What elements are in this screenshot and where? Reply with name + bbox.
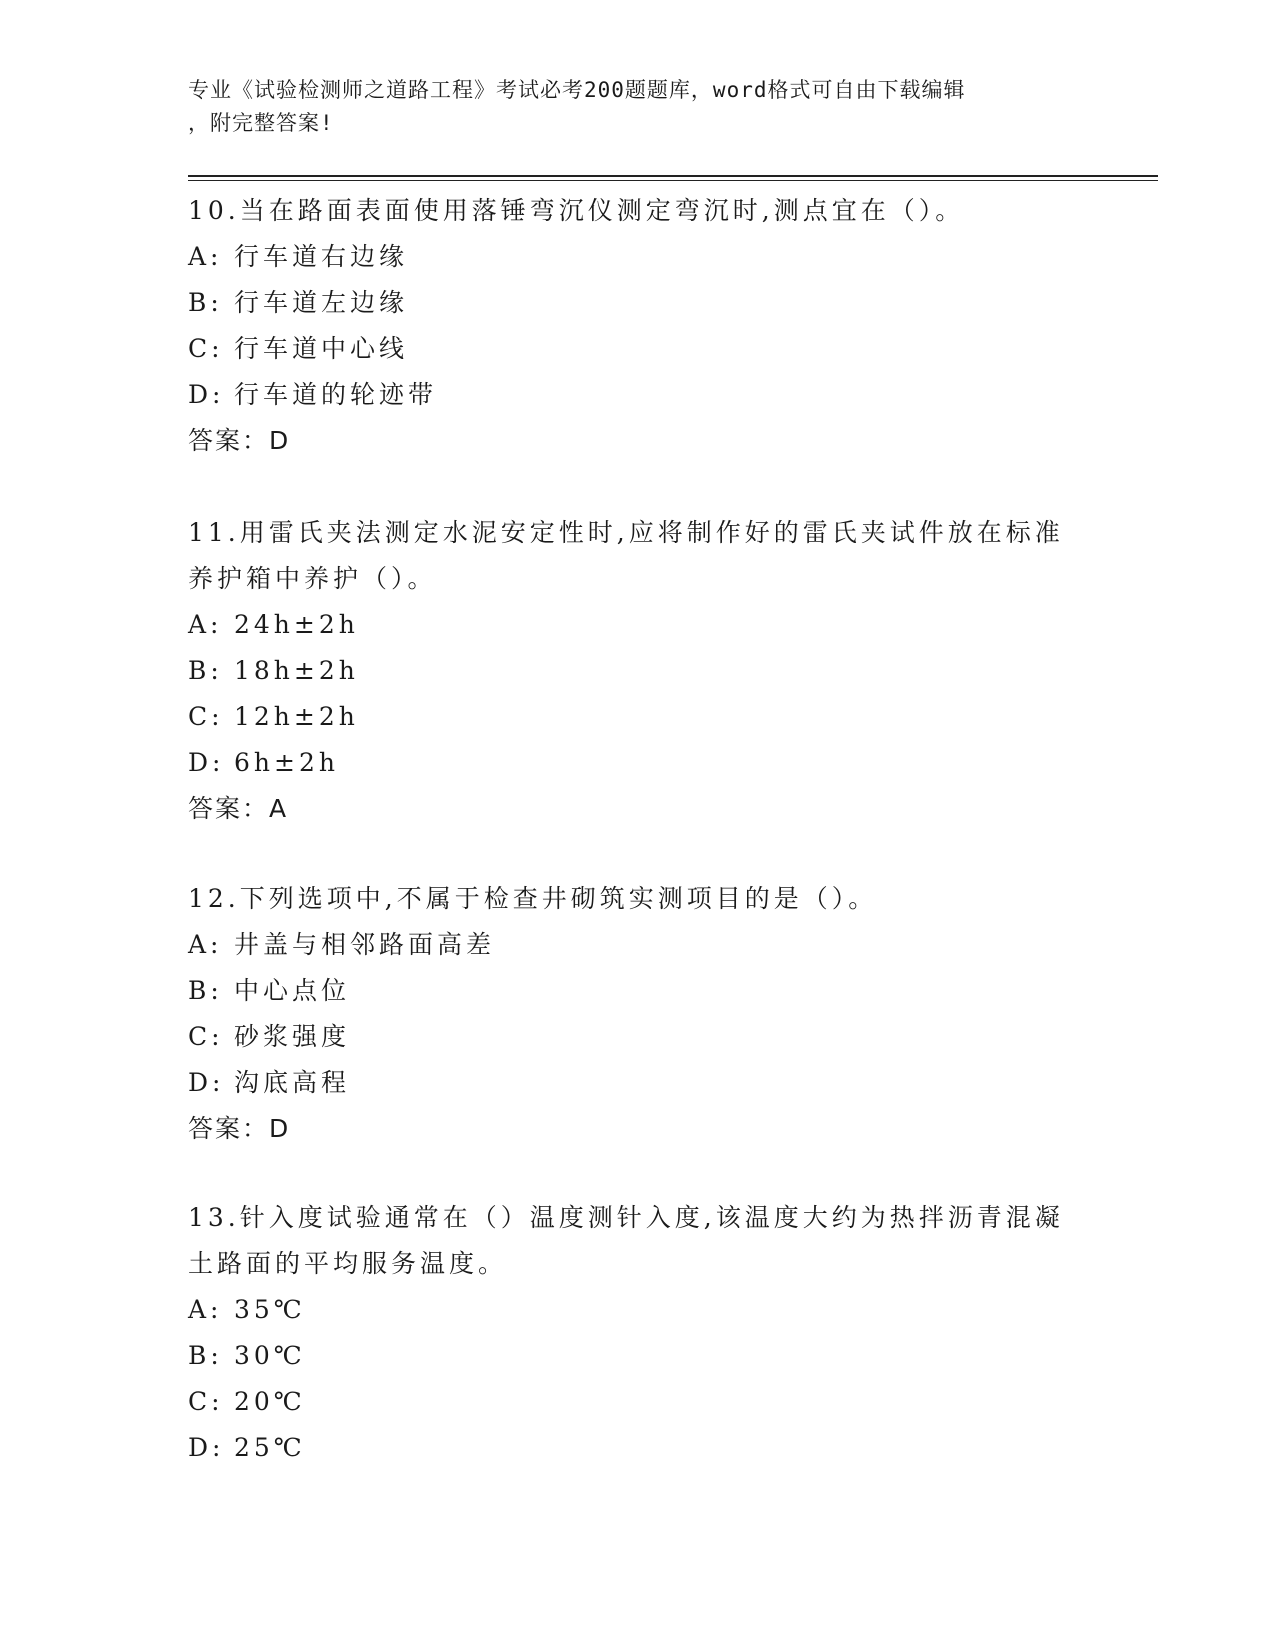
option-b xyxy=(188,968,1068,1014)
question-10 xyxy=(188,188,1068,464)
answer-line: 答案：D xyxy=(188,426,291,455)
option-letter: D: xyxy=(188,748,225,777)
option-d xyxy=(188,1060,1068,1106)
option-text: 行车道中心线 xyxy=(234,334,409,363)
option-letter: D: xyxy=(188,380,225,409)
header-line-2: ，附完整答案! xyxy=(188,111,334,135)
question-title: 13.针入度试验通常在（）温度测针入度,该温度大约为热拌沥青混凝土路面的平均服务温度。 xyxy=(188,1203,1064,1278)
document-header xyxy=(188,74,1068,140)
question-title: 12.下列选项中,不属于检查井砌筑实测项目的是（）。 xyxy=(188,884,878,913)
option-text: 35℃ xyxy=(234,1295,306,1324)
option-text: 行车道的轮迹带 xyxy=(234,380,438,409)
option-d xyxy=(188,1425,1068,1471)
option-letter: B: xyxy=(188,656,223,685)
option-c xyxy=(188,1379,1068,1425)
answer-line: 答案：D xyxy=(188,1114,291,1143)
option-text: 25℃ xyxy=(234,1433,306,1462)
option-text: 30℃ xyxy=(234,1341,306,1370)
option-a xyxy=(188,922,1068,968)
option-c xyxy=(188,694,1068,740)
option-b xyxy=(188,648,1068,694)
option-letter: D: xyxy=(188,1433,225,1462)
option-text: 20℃ xyxy=(234,1387,306,1416)
option-a xyxy=(188,602,1068,648)
option-letter: B: xyxy=(188,976,223,1005)
option-letter: B: xyxy=(188,288,223,317)
option-letter: C: xyxy=(188,1022,224,1051)
option-letter: B: xyxy=(188,1341,223,1370)
header-line-1: 专业《试验检测师之道路工程》考试必考200题题库，word格式可自由下载编辑 xyxy=(188,78,966,102)
option-d xyxy=(188,372,1068,418)
option-letter: D: xyxy=(188,1068,225,1097)
option-b xyxy=(188,1333,1068,1379)
option-a xyxy=(188,1287,1068,1333)
option-text: 18h±2h xyxy=(234,656,359,685)
question-12 xyxy=(188,876,1068,1152)
option-text: 砂浆强度 xyxy=(234,1022,351,1051)
option-letter: C: xyxy=(188,334,224,363)
question-11 xyxy=(188,510,1068,832)
option-text: 12h±2h xyxy=(234,702,359,731)
option-text: 24h±2h xyxy=(234,610,359,639)
option-letter: A: xyxy=(188,242,223,271)
option-text: 行车道右边缘 xyxy=(234,242,409,271)
option-text: 行车道左边缘 xyxy=(234,288,409,317)
option-text: 中心点位 xyxy=(234,976,351,1005)
header-divider-thick xyxy=(188,175,1158,177)
option-letter: A: xyxy=(188,610,223,639)
option-letter: C: xyxy=(188,1387,224,1416)
question-title: 11.用雷氏夹法测定水泥安定性时,应将制作好的雷氏夹试件放在标准养护箱中养护（）。 xyxy=(188,518,1064,593)
option-b xyxy=(188,280,1068,326)
option-d xyxy=(188,740,1068,786)
option-c xyxy=(188,326,1068,372)
option-a xyxy=(188,234,1068,280)
option-text: 井盖与相邻路面高差 xyxy=(234,930,496,959)
question-13 xyxy=(188,1195,1068,1471)
option-text: 6h±2h xyxy=(234,748,339,777)
option-letter: A: xyxy=(188,930,223,959)
question-title: 10.当在路面表面使用落锤弯沉仪测定弯沉时,测点宜在（）。 xyxy=(188,196,965,225)
option-text: 沟底高程 xyxy=(234,1068,351,1097)
answer-line: 答案：A xyxy=(188,794,289,823)
option-letter: A: xyxy=(188,1295,223,1324)
option-c xyxy=(188,1014,1068,1060)
option-letter: C: xyxy=(188,702,224,731)
header-divider-thin xyxy=(188,180,1158,181)
